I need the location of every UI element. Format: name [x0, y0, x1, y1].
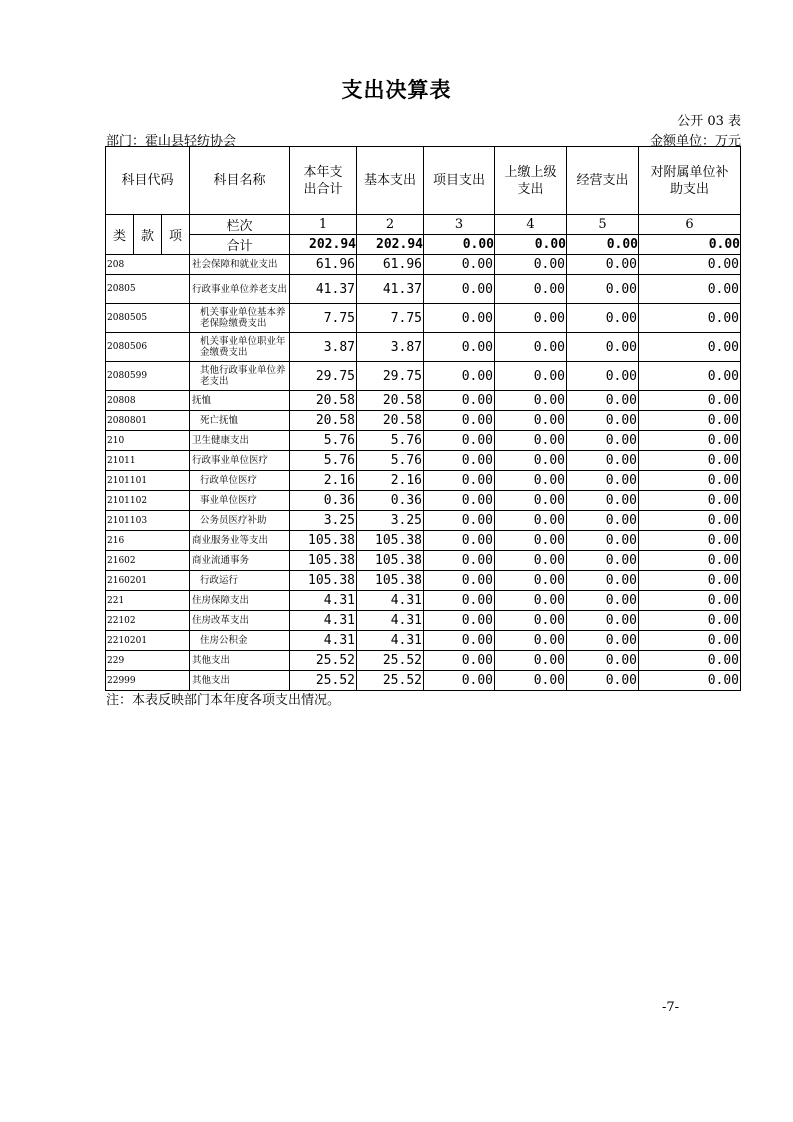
- table-row: [106, 611, 741, 631]
- page-title: 支出决算表: [341, 77, 452, 102]
- table-row: [106, 471, 741, 491]
- row-value: 0.00: [639, 411, 741, 431]
- table-row: [106, 411, 741, 431]
- row-value: 0.00: [495, 411, 567, 431]
- row-code: 2080505: [106, 304, 190, 333]
- row-value: 105.38: [290, 551, 357, 571]
- row-value: 0.00: [495, 491, 567, 511]
- row-value: 5.76: [357, 431, 424, 451]
- unit-label: 金额单位：万元: [649, 134, 741, 149]
- header-upper: 上缴上级支出: [495, 147, 567, 215]
- row-name: 其他支出: [190, 651, 290, 671]
- row-value: 61.96: [357, 255, 424, 275]
- row-value: 0.00: [424, 611, 495, 631]
- row-value: 0.00: [424, 551, 495, 571]
- row-value: 0.00: [567, 551, 639, 571]
- row-name: 行政事业单位养老支出: [190, 275, 290, 304]
- row-value: 5.76: [290, 431, 357, 451]
- total-value: 0.00: [639, 235, 741, 255]
- row-code: 2080599: [106, 362, 190, 391]
- total-value: 202.94: [290, 235, 357, 255]
- row-value: 0.00: [639, 255, 741, 275]
- row-code: 2210201: [106, 631, 190, 651]
- row-name: 机关事业单位职业年金缴费支出: [190, 333, 290, 362]
- row-value: 0.00: [567, 591, 639, 611]
- row-value: 0.00: [495, 471, 567, 491]
- row-name: 卫生健康支出: [190, 431, 290, 451]
- row-value: 0.00: [424, 362, 495, 391]
- row-value: 25.52: [290, 651, 357, 671]
- row-value: 3.87: [357, 333, 424, 362]
- table-note: 注：本表反映部门本年度各项支出情况。: [106, 693, 341, 708]
- row-name: 商业流通事务: [190, 551, 290, 571]
- col-num-4: 4: [495, 215, 567, 235]
- row-value: 0.00: [567, 491, 639, 511]
- header-row: [106, 147, 741, 215]
- row-value: 0.00: [567, 611, 639, 631]
- row-code: 210: [106, 431, 190, 451]
- row-value: 0.00: [495, 571, 567, 591]
- row-name: 社会保障和就业支出: [190, 255, 290, 275]
- row-value: 0.00: [424, 391, 495, 411]
- row-value: 0.00: [424, 491, 495, 511]
- row-value: 0.00: [424, 571, 495, 591]
- sub-header-lei: 类: [106, 215, 134, 255]
- row-value: 0.00: [639, 531, 741, 551]
- row-value: 0.00: [567, 571, 639, 591]
- row-value: 0.00: [639, 671, 741, 691]
- row-value: 4.31: [290, 611, 357, 631]
- row-value: 0.00: [424, 451, 495, 471]
- row-value: 3.25: [290, 511, 357, 531]
- sub-header-xiang: 项: [162, 215, 190, 255]
- row-value: 0.00: [639, 651, 741, 671]
- row-value: 3.87: [290, 333, 357, 362]
- row-value: 5.76: [290, 451, 357, 471]
- row-value: 29.75: [290, 362, 357, 391]
- page-number: -7-: [662, 1000, 680, 1015]
- table-row: [106, 671, 741, 691]
- row-value: 7.75: [357, 304, 424, 333]
- row-code: 20808: [106, 391, 190, 411]
- row-value: 0.00: [495, 511, 567, 531]
- row-value: 25.52: [290, 671, 357, 691]
- header-total: 本年支出合计: [290, 147, 357, 215]
- row-value: 20.58: [357, 391, 424, 411]
- row-value: 0.00: [424, 431, 495, 451]
- row-value: 0.00: [639, 333, 741, 362]
- table-row: [106, 431, 741, 451]
- table-row: [106, 551, 741, 571]
- row-name: 机关事业单位基本养老保险缴费支出: [190, 304, 290, 333]
- row-code: 2080801: [106, 411, 190, 431]
- row-value: 105.38: [290, 531, 357, 551]
- row-value: 0.00: [424, 651, 495, 671]
- header-subsidy: 对附属单位补助支出: [639, 147, 741, 215]
- row-name: 行政事业单位医疗: [190, 451, 290, 471]
- row-value: 0.00: [495, 333, 567, 362]
- row-value: 20.58: [357, 411, 424, 431]
- sub-header-heji: 合计: [190, 235, 290, 255]
- table-row: [106, 491, 741, 511]
- row-code: 22102: [106, 611, 190, 631]
- row-value: 0.00: [639, 631, 741, 651]
- row-value: 0.00: [639, 551, 741, 571]
- row-value: 0.00: [495, 451, 567, 471]
- column-number-row: [106, 215, 741, 235]
- row-value: 0.00: [495, 431, 567, 451]
- total-value: 0.00: [567, 235, 639, 255]
- row-value: 0.00: [639, 511, 741, 531]
- row-name: 其他支出: [190, 671, 290, 691]
- table-row: [106, 651, 741, 671]
- table-row: [106, 275, 741, 304]
- row-value: 4.31: [357, 591, 424, 611]
- row-value: 2.16: [290, 471, 357, 491]
- row-code: 216: [106, 531, 190, 551]
- row-value: 0.00: [639, 451, 741, 471]
- total-row: [106, 235, 741, 255]
- row-value: 0.00: [495, 304, 567, 333]
- row-value: 0.00: [495, 651, 567, 671]
- row-value: 0.00: [495, 275, 567, 304]
- row-code: 21011: [106, 451, 190, 471]
- row-value: 0.00: [424, 591, 495, 611]
- table-row: [106, 631, 741, 651]
- row-value: 0.00: [567, 304, 639, 333]
- row-value: 0.00: [495, 531, 567, 551]
- table-row: [106, 255, 741, 275]
- row-name: 行政运行: [190, 571, 290, 591]
- row-name: 住房改革支出: [190, 611, 290, 631]
- row-value: 0.00: [639, 591, 741, 611]
- row-value: 0.00: [567, 333, 639, 362]
- row-value: 0.00: [495, 611, 567, 631]
- row-code: 2101101: [106, 471, 190, 491]
- row-value: 25.52: [357, 651, 424, 671]
- form-number: 公开 03 表: [677, 114, 741, 129]
- table-row: [106, 362, 741, 391]
- col-num-2: 2: [357, 215, 424, 235]
- row-value: 20.58: [290, 411, 357, 431]
- row-name: 其他行政事业单位养老支出: [190, 362, 290, 391]
- col-num-3: 3: [424, 215, 495, 235]
- row-value: 0.00: [424, 255, 495, 275]
- total-value: 202.94: [357, 235, 424, 255]
- table-row: [106, 451, 741, 471]
- row-value: 0.00: [639, 362, 741, 391]
- row-value: 0.00: [495, 551, 567, 571]
- row-value: 7.75: [290, 304, 357, 333]
- row-value: 20.58: [290, 391, 357, 411]
- row-code: 2101103: [106, 511, 190, 531]
- row-value: 0.00: [424, 275, 495, 304]
- header-name: 科目名称: [190, 147, 290, 215]
- col-num-1: 1: [290, 215, 357, 235]
- row-value: 0.00: [495, 631, 567, 651]
- row-value: 0.00: [639, 275, 741, 304]
- row-value: 0.00: [567, 651, 639, 671]
- row-value: 0.00: [639, 431, 741, 451]
- row-value: 0.00: [424, 671, 495, 691]
- row-name: 住房保障支出: [190, 591, 290, 611]
- row-value: 4.31: [357, 631, 424, 651]
- row-value: 0.00: [495, 391, 567, 411]
- row-value: 0.00: [567, 511, 639, 531]
- table-row: [106, 391, 741, 411]
- row-value: 0.00: [639, 571, 741, 591]
- row-value: 0.00: [495, 591, 567, 611]
- sub-header-kuan: 款: [134, 215, 162, 255]
- table-row: [106, 333, 741, 362]
- row-value: 0.00: [424, 531, 495, 551]
- row-value: 105.38: [357, 531, 424, 551]
- row-value: 0.00: [424, 511, 495, 531]
- row-value: 105.38: [357, 571, 424, 591]
- department-label: 部门：霍山县轻纺协会: [106, 134, 237, 149]
- row-value: 0.00: [567, 631, 639, 651]
- row-name: 抚恤: [190, 391, 290, 411]
- header-business: 经营支出: [567, 147, 639, 215]
- expenditure-table: [105, 146, 741, 691]
- row-value: 0.00: [567, 275, 639, 304]
- col-num-6: 6: [639, 215, 741, 235]
- row-code: 21602: [106, 551, 190, 571]
- header-basic: 基本支出: [357, 147, 424, 215]
- row-value: 0.00: [639, 611, 741, 631]
- row-value: 4.31: [290, 591, 357, 611]
- row-value: 0.00: [639, 471, 741, 491]
- row-value: 0.00: [424, 333, 495, 362]
- row-code: 2101102: [106, 491, 190, 511]
- row-value: 41.37: [357, 275, 424, 304]
- row-value: 0.00: [567, 431, 639, 451]
- row-value: 0.00: [567, 255, 639, 275]
- header-project: 项目支出: [424, 147, 495, 215]
- row-value: 0.00: [567, 471, 639, 491]
- row-value: 105.38: [290, 571, 357, 591]
- row-value: 0.36: [357, 491, 424, 511]
- row-value: 0.00: [424, 411, 495, 431]
- row-value: 0.00: [639, 304, 741, 333]
- row-value: 0.00: [424, 304, 495, 333]
- row-value: 25.52: [357, 671, 424, 691]
- table-row: [106, 531, 741, 551]
- row-code: 229: [106, 651, 190, 671]
- row-value: 0.00: [567, 451, 639, 471]
- row-code: 208: [106, 255, 190, 275]
- row-value: 0.00: [495, 671, 567, 691]
- row-name: 住房公积金: [190, 631, 290, 651]
- row-name: 商业服务业等支出: [190, 531, 290, 551]
- row-value: 0.00: [567, 411, 639, 431]
- table-row: [106, 591, 741, 611]
- row-value: 0.00: [424, 631, 495, 651]
- row-value: 0.00: [424, 471, 495, 491]
- row-value: 61.96: [290, 255, 357, 275]
- row-code: 22999: [106, 671, 190, 691]
- table-row: [106, 511, 741, 531]
- row-value: 5.76: [357, 451, 424, 471]
- sub-header-lanci: 栏次: [190, 215, 290, 235]
- row-code: 221: [106, 591, 190, 611]
- row-name: 事业单位医疗: [190, 491, 290, 511]
- row-value: 0.00: [639, 391, 741, 411]
- row-value: 0.00: [567, 362, 639, 391]
- row-code: 2160201: [106, 571, 190, 591]
- row-value: 0.00: [567, 391, 639, 411]
- row-value: 4.31: [290, 631, 357, 651]
- row-value: 105.38: [357, 551, 424, 571]
- row-name: 死亡抚恤: [190, 411, 290, 431]
- total-value: 0.00: [495, 235, 567, 255]
- total-value: 0.00: [424, 235, 495, 255]
- table-row: [106, 571, 741, 591]
- row-value: 29.75: [357, 362, 424, 391]
- row-value: 0.00: [495, 255, 567, 275]
- row-value: 4.31: [357, 611, 424, 631]
- row-value: 41.37: [290, 275, 357, 304]
- row-code: 2080506: [106, 333, 190, 362]
- row-name: 公务员医疗补助: [190, 511, 290, 531]
- row-value: 0.00: [567, 671, 639, 691]
- row-code: 20805: [106, 275, 190, 304]
- row-value: 2.16: [357, 471, 424, 491]
- row-value: 0.36: [290, 491, 357, 511]
- row-value: 0.00: [639, 491, 741, 511]
- row-value: 3.25: [357, 511, 424, 531]
- col-num-5: 5: [567, 215, 639, 235]
- row-value: 0.00: [567, 531, 639, 551]
- table-row: [106, 304, 741, 333]
- row-name: 行政单位医疗: [190, 471, 290, 491]
- row-value: 0.00: [495, 362, 567, 391]
- header-code: 科目代码: [106, 147, 190, 215]
